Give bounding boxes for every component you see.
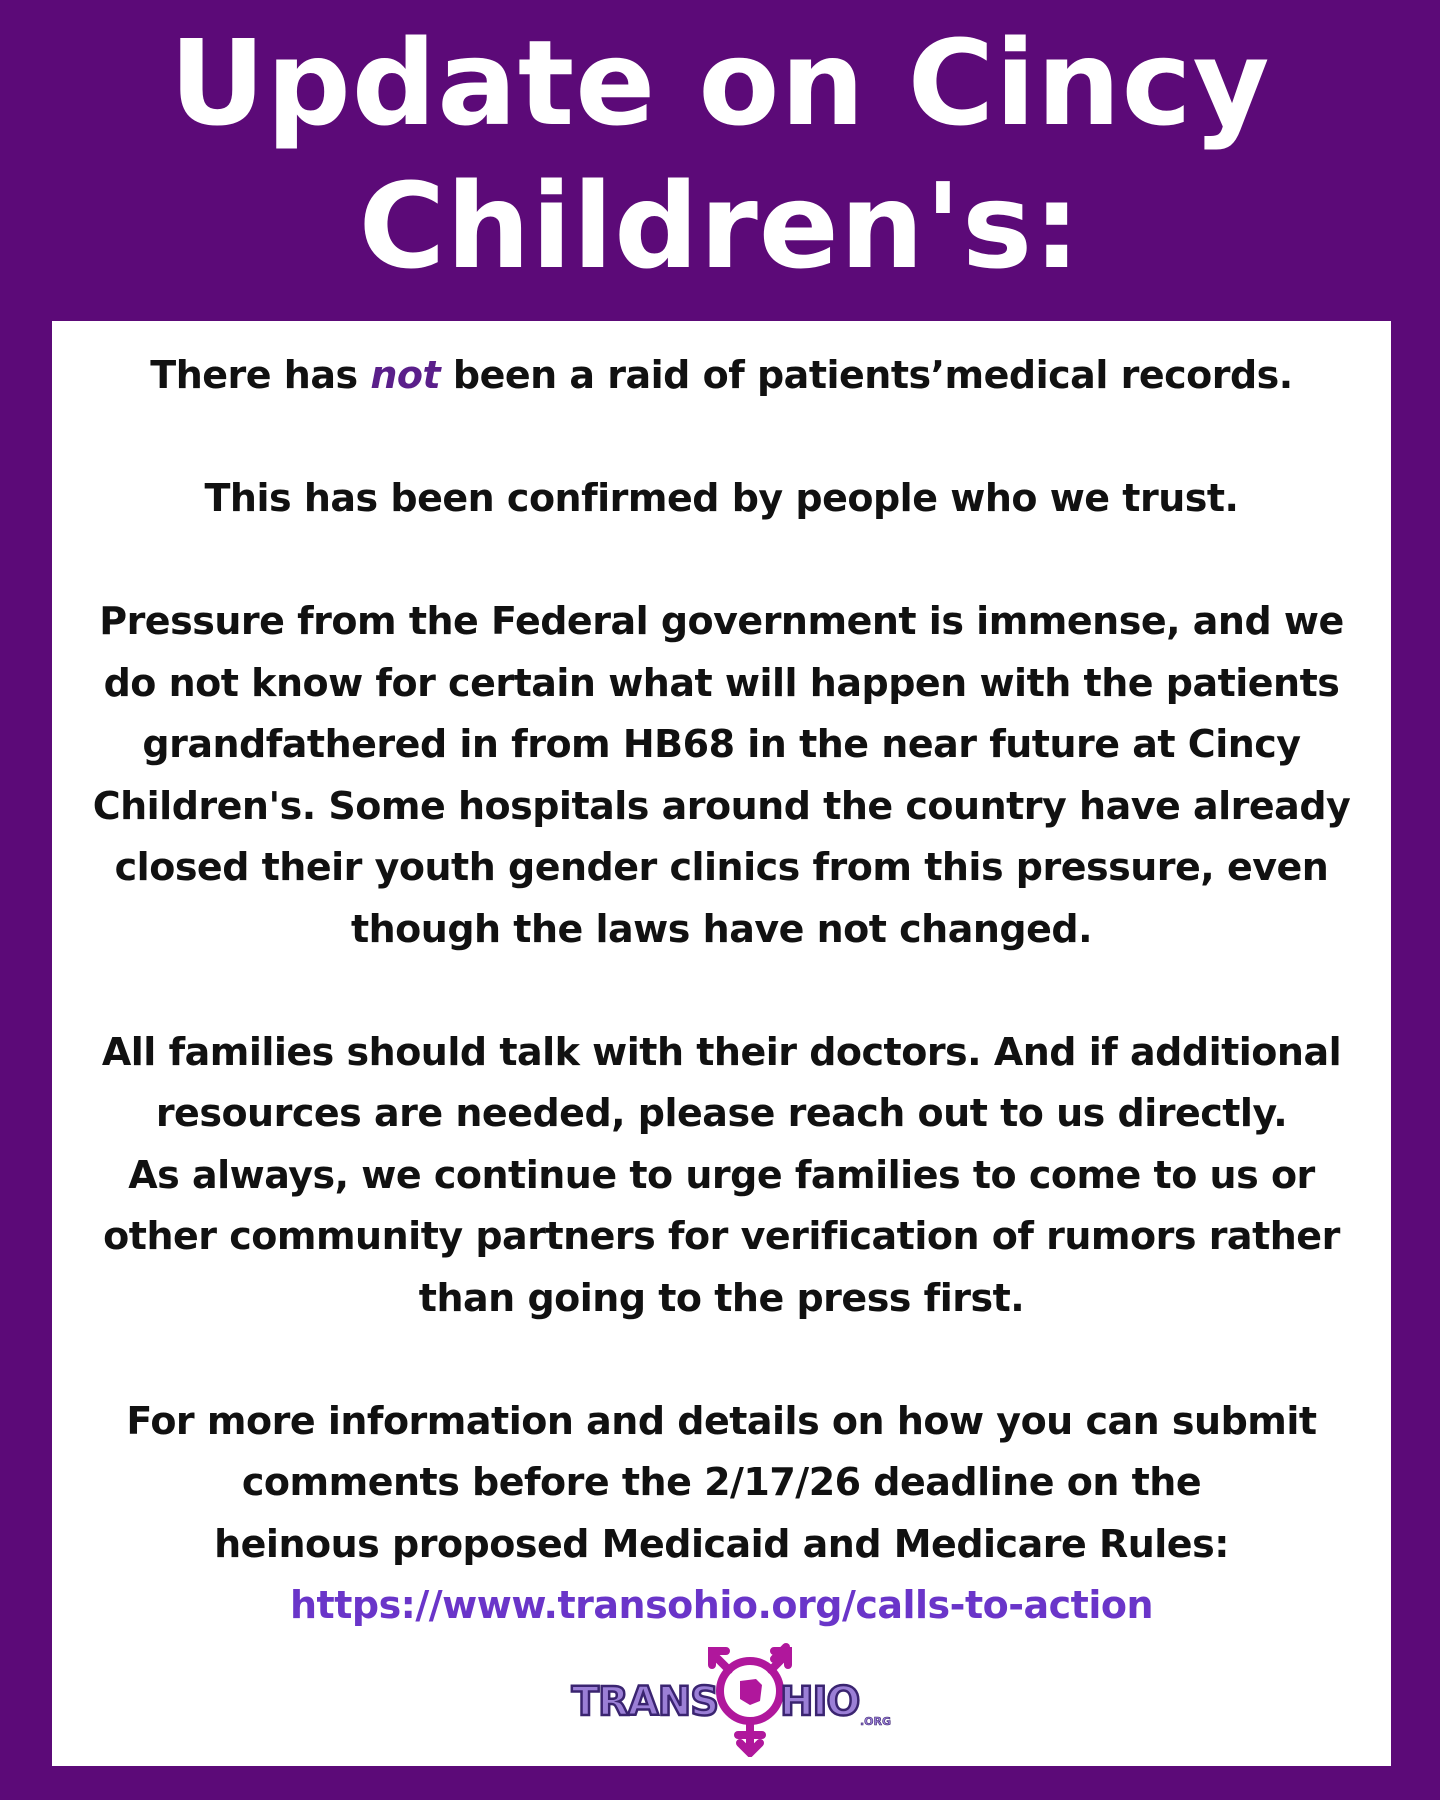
calls-to-action-link[interactable]: https://www.transohio.org/calls-to-action: [289, 1583, 1154, 1627]
transohio-logo[interactable]: [542, 1629, 962, 1757]
paragraph-raid-denial: There has not been a raid of patients’medical records.: [150, 353, 1293, 397]
paragraph-families: All families should talk with their doctors. And if additional resources are needed, please reach out to us directly. As always, we continue to urge families to come to us or other community partners for verification of rumors rather than going to the press first.: [101, 1029, 1342, 1320]
logo-text-hio: HIO: [780, 1679, 860, 1725]
emphasis-not: not: [370, 353, 441, 397]
paragraph-pressure: Pressure from the Federal government is immense, and we do not know for certain what will happen with the patients grandfathered in from HB68 in the near future at Cincy Children's. Some hospitals around the country have already closed their youth gender clinics from this pressure, even though the laws have not changed.: [92, 599, 1351, 951]
ohio-state-icon: [740, 1679, 762, 1705]
title-line-1: Update on Cincy: [169, 14, 1271, 152]
announcement-body: [52, 345, 1391, 1637]
paragraph-confirmed: This has been confirmed by people who we trust.: [204, 476, 1239, 520]
page-title: [0, 12, 1440, 298]
logo-text-trans: TRANS: [571, 1679, 718, 1725]
logo-text-org: .ORG: [860, 1715, 892, 1728]
paragraph-more-info: For more information and details on how you can submit comments before the 2/17/26 deadline on the heinous proposed Medicaid and Medicare Rules: https://www.transohio.org/calls-to-action: [52, 1391, 1391, 1637]
title-line-2: Children's:: [358, 157, 1082, 295]
content-card: [52, 321, 1391, 1766]
